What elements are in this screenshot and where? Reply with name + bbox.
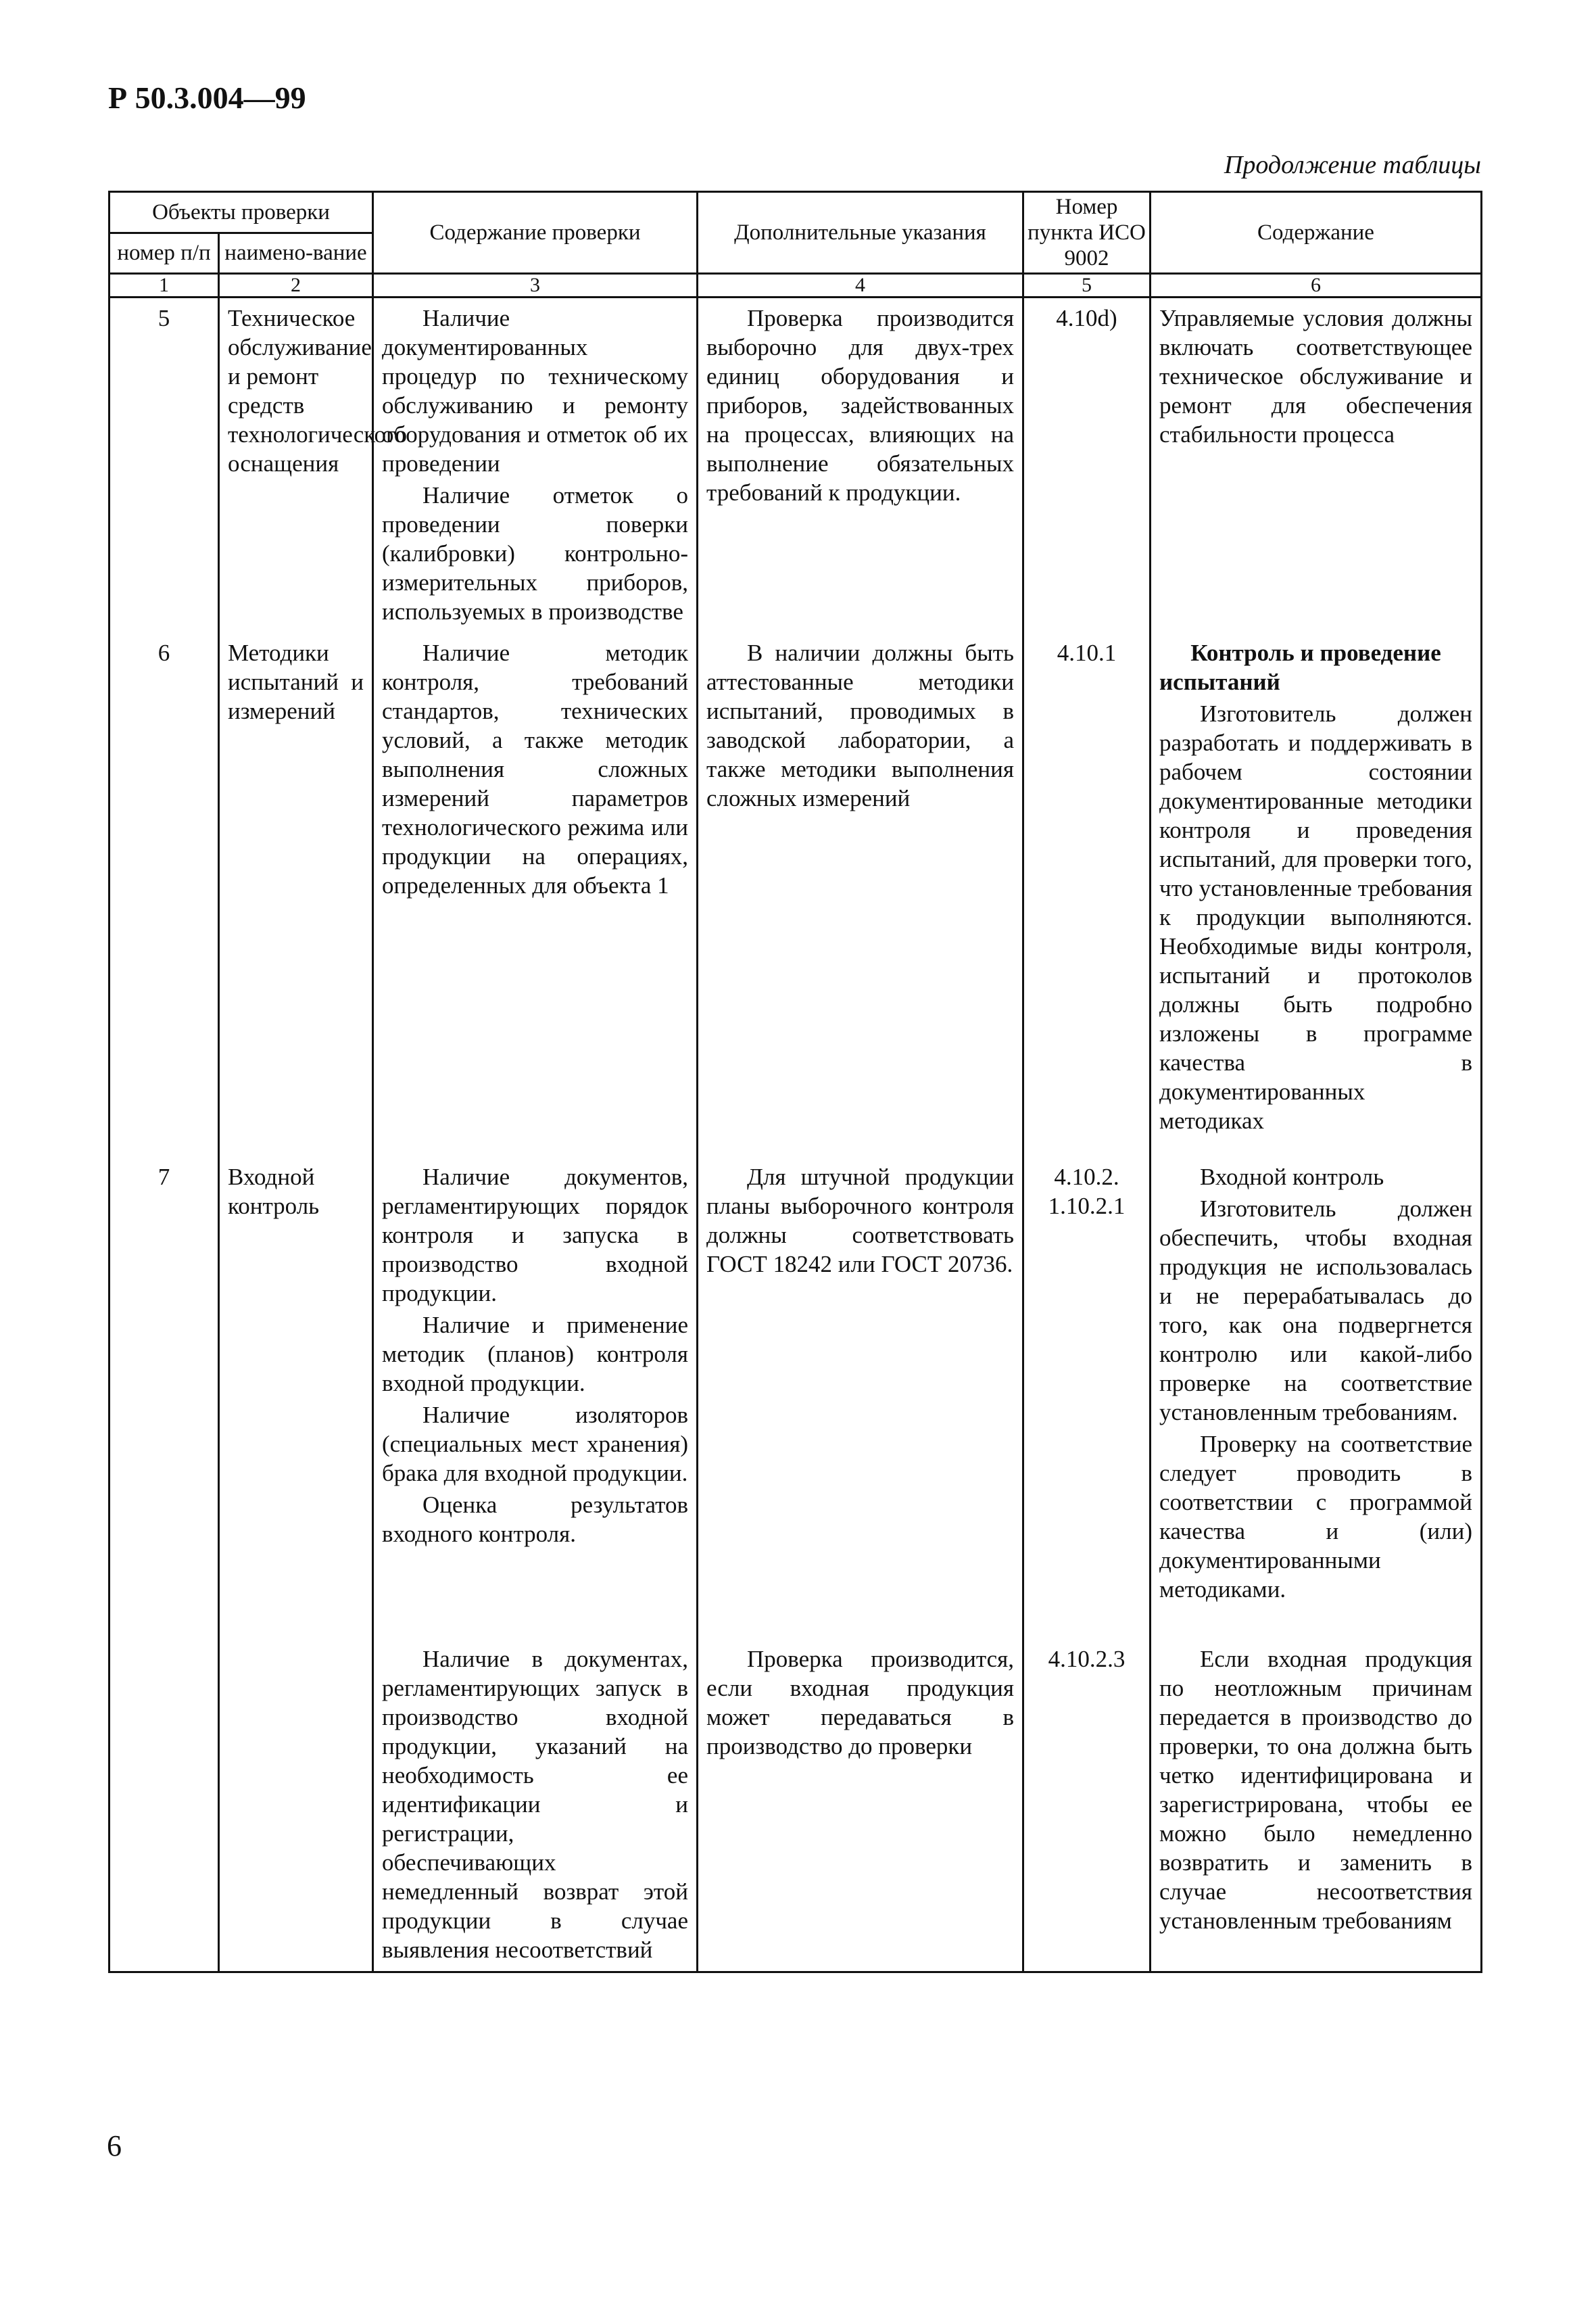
page-number: 6 xyxy=(107,2129,122,2162)
table-row xyxy=(110,298,1482,634)
clause-content: Управляемые условия должны включать соответствующее техническое обслуживание и ремонт для обеспечения стабильности процесса xyxy=(1151,298,1482,634)
row-number xyxy=(110,1611,219,1972)
object-name: Входной контроль xyxy=(219,1142,373,1611)
object-name xyxy=(219,1611,373,1972)
column-number: 5 xyxy=(1023,274,1151,298)
inspection-table xyxy=(108,191,1482,1973)
additional-notes: В наличии должны быть аттестованные методики испытаний, проводимых в заводской лаборатории, а также методики выполнения сложных измерений xyxy=(698,633,1023,1142)
iso-clause: 4.10.2. 1.10.2.1 xyxy=(1023,1142,1151,1611)
iso-clause: 4.10d) xyxy=(1023,298,1151,634)
clause-content: Если входная продукция по неотложным причинам передается в производство до проверки, то она должна быть четко идентифицирована и зарегистрирована, чтобы ее можно было немедленно возвратить и заменить в случае несоответствия установленным требованиям xyxy=(1151,1611,1482,1972)
header-content: Содержание xyxy=(1151,192,1482,274)
iso-clause: 4.10.2.3 xyxy=(1023,1611,1151,1972)
clause-heading: Контроль и проведение испытаний xyxy=(1159,640,1441,695)
objects-group-header: Объекты проверки xyxy=(110,192,373,233)
check-content: Наличие документов, регламентирующих порядок контроля и запуска в производство входной продукции. Наличие и применение методик (планов) контроля входной продукции. Наличие изоляторов (специальных мест хранения) брака для входной продукции. Оценка результатов входного контроля. xyxy=(373,1142,698,1611)
object-name: Техническое обслуживание и ремонт средств технологического оснащения xyxy=(219,298,373,634)
column-numbers-row xyxy=(110,274,1482,298)
check-content: Наличие в документах, регламентирующих запуск в производство входной продукции, указаний на необходимость ее идентификации и регистрации, обеспечивающих немедленный возврат этой продукции в случае выявления несоответствий xyxy=(373,1611,698,1972)
table-continuation-label: Продолжение таблицы xyxy=(1224,151,1481,179)
header-check-content: Содержание проверки xyxy=(373,192,698,274)
column-number: 2 xyxy=(219,274,373,298)
header-additional: Дополнительные указания xyxy=(698,192,1023,274)
column-number: 6 xyxy=(1151,274,1482,298)
row-number: 7 xyxy=(110,1142,219,1611)
header-name: наимено-вание xyxy=(219,233,373,274)
check-content: Наличие методик контроля, требований стандартов, технических условий, а также методик выполнения сложных измерений параметров технологического режима или продукции на операциях, определенных для объекта 1 xyxy=(373,633,698,1142)
clause-content: Входной контроль Изготовитель должен обеспечить, чтобы входная продукция не использовалась и не перерабатывалась до того, как она подвергнется контролю или какой-либо проверке на соответствие установленным требованиям. Проверку на соответствие следует проводить в соответствии с программой качества и (или) документированными методиками. xyxy=(1151,1142,1482,1611)
header-iso-clause: Номер пункта ИСО 9002 xyxy=(1023,192,1151,274)
additional-notes: Для штучной продукции планы выборочного контроля должны соответствовать ГОСТ 18242 или ГОСТ 20736. xyxy=(698,1142,1023,1611)
table-row xyxy=(110,1142,1482,1611)
column-number: 3 xyxy=(373,274,698,298)
header-number: номер п/п xyxy=(110,233,219,274)
additional-notes: Проверка производится выборочно для двух-трех единиц оборудования и приборов, задействованных на процессах, влияющих на выполнение обязательных требований к продукции. xyxy=(698,298,1023,634)
document-code: Р 50.3.004—99 xyxy=(108,80,306,115)
table-row xyxy=(110,633,1482,1142)
table-row xyxy=(110,1611,1482,1972)
check-content: Наличие документированных процедур по техническому обслуживанию и ремонту оборудования и отметок об их проведении Наличие отметок о проведении поверки (калибровки) контрольно-измерительных приборов, используемых в производстве xyxy=(373,298,698,634)
row-number: 6 xyxy=(110,633,219,1142)
column-number: 4 xyxy=(698,274,1023,298)
additional-notes: Проверка производится, если входная продукция может передаваться в производство до проверки xyxy=(698,1611,1023,1972)
column-number: 1 xyxy=(110,274,219,298)
row-number: 5 xyxy=(110,298,219,634)
iso-clause: 4.10.1 xyxy=(1023,633,1151,1142)
clause-content: Контроль и проведение испытаний Изготовитель должен разработать и поддерживать в рабочем состоянии документированные методики контроля и проведения испытаний, для проверки того, что установленные требования к продукции выполняются. Необходимые виды контроля, испытаний и протоколов должны быть подробно изложены в программе качества в документированных методиках xyxy=(1151,633,1482,1142)
object-name: Методики испытаний и измерений xyxy=(219,633,373,1142)
